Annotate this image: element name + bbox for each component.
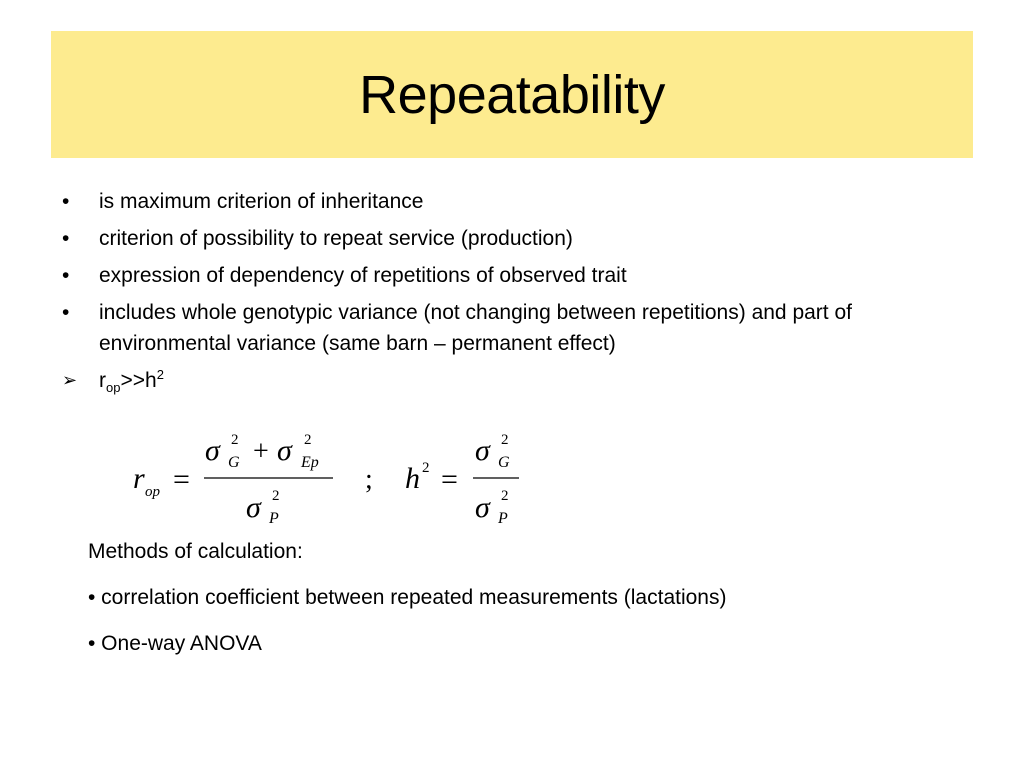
formula-equals-1: = [173, 463, 190, 496]
formula-r-sub: op [145, 484, 160, 500]
formula-sub: G [228, 454, 240, 471]
formula-equals-2: = [441, 463, 458, 496]
methods-heading: Methods of calculation: [88, 540, 303, 563]
formula-sup: 2 [501, 432, 509, 448]
bullet-text: criterion of possibility to repeat service (production) [99, 227, 573, 250]
formula-sub: G [498, 454, 510, 471]
formula-sigma: σ [246, 491, 261, 524]
list-item [62, 186, 962, 217]
bullet-icon: • [62, 264, 70, 287]
rop-gg-h2-text: $r_{op}>>h^2$ [99, 367, 164, 396]
bullet-text: includes whole genotypic variance (not changing between repetitions) and part of environmental variance (same barn – permanent effect) [99, 301, 852, 355]
bullet-text: expression of dependency of repetitions of observed trait [99, 264, 627, 287]
formula-svg [125, 422, 545, 534]
formula [125, 422, 545, 534]
formula-sigma: σ [277, 434, 292, 467]
formula-plus: + [253, 436, 269, 467]
formula-sub: P [498, 510, 508, 527]
formula-sigma: σ [205, 434, 220, 467]
list-item [62, 223, 962, 254]
formula-sup: 2 [231, 432, 239, 448]
formula-sigma: σ [475, 434, 490, 467]
arrow-bullet-icon: ➢ [62, 370, 78, 390]
bullet-text: is maximum criterion of inheritance [99, 190, 424, 213]
list-item [62, 297, 962, 359]
bullet-icon: • [62, 227, 70, 250]
bullet-icon: • [62, 301, 70, 324]
formula-h: h [405, 462, 420, 495]
formula-sigma: σ [475, 491, 490, 524]
slide-title: Repeatability [359, 64, 665, 125]
methods-item: • correlation coefficient between repeated measurements (lactations) [88, 586, 727, 609]
methods-item: • One-way ANOVA [88, 632, 262, 655]
list-item [62, 260, 962, 291]
bullet-icon: • [62, 190, 70, 213]
formula-sup: 2 [272, 488, 280, 504]
formula-sup: 2 [422, 460, 430, 476]
formula-sub: P [269, 510, 279, 527]
formula-r: r [133, 462, 145, 495]
formula-sub: Ep [301, 454, 319, 471]
formula-sup: 2 [304, 432, 312, 448]
methods-section [88, 538, 968, 676]
formula-separator: ; [365, 464, 373, 495]
title-band [51, 31, 973, 158]
formula-sup: 2 [501, 488, 509, 504]
list-item-arrow [62, 365, 962, 396]
bullet-list [62, 186, 962, 402]
